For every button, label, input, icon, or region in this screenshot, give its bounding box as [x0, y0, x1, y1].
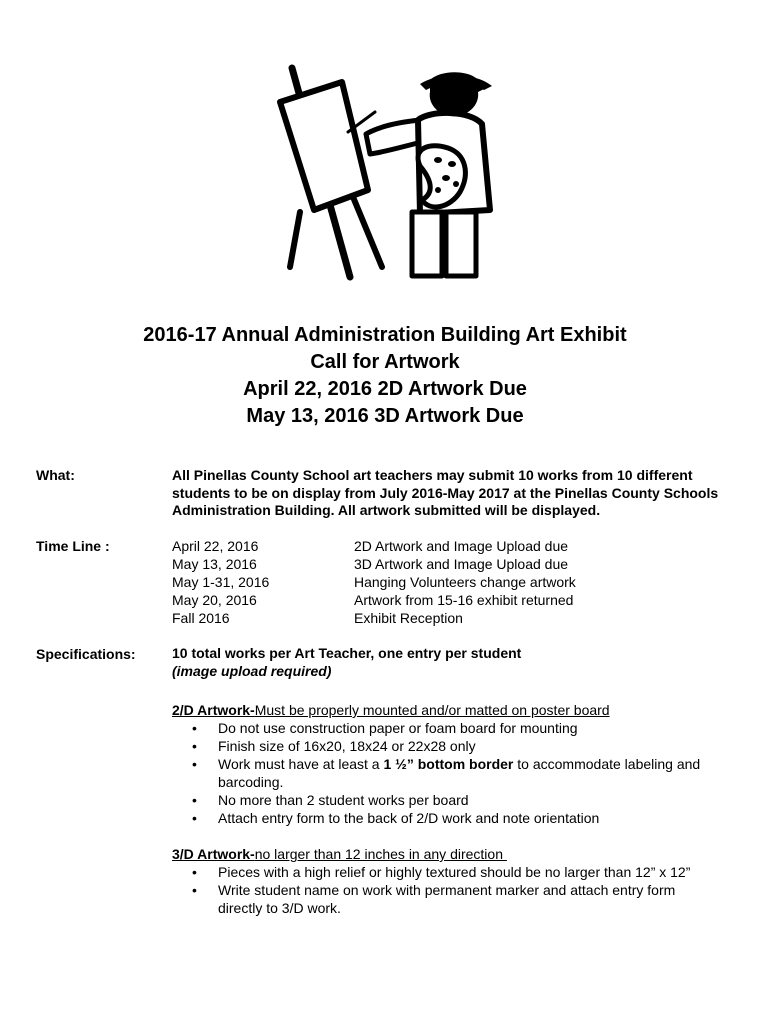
- title-block: [0, 322, 770, 430]
- timeline-event: Artwork from 15-16 exhibit returned: [354, 592, 574, 608]
- list-item: • Work must have at least a 1 ½” bottom border to accommodate labeling and barcoding.: [192, 756, 701, 790]
- artwork-2d-rules: [0, 719, 748, 827]
- artwork-3d-heading-label: 3/D Artwork-: [172, 846, 255, 862]
- list-item: • No more than 2 student works per board: [192, 792, 469, 808]
- list-item: • Do not use construction paper or foam board for mounting: [192, 720, 578, 736]
- timeline-date: May 13, 2016: [172, 556, 257, 572]
- timeline-date: April 22, 2016: [172, 538, 259, 554]
- bullet-icon: •: [192, 738, 197, 754]
- bullet-icon: •: [192, 864, 197, 880]
- artwork-2d-heading-text: Must be properly mounted and/or matted on poster board: [254, 702, 610, 718]
- timeline-event: 3D Artwork and Image Upload due: [354, 556, 569, 572]
- what-label: What:: [36, 467, 75, 483]
- timeline-label: Time Line :: [36, 538, 110, 554]
- artwork-3d-section: [172, 845, 748, 917]
- timeline-event: 2D Artwork and Image Upload due: [354, 538, 569, 554]
- painter-easel-illustration: [270, 62, 500, 284]
- list-item: • Finish size of 16x20, 18x24 or 22x28 only: [192, 738, 476, 754]
- exhibit-title: 2016-17 Annual Administration Building Art Exhibit: [143, 324, 627, 346]
- artwork-3d-rules: [172, 863, 748, 917]
- timeline-row: [172, 591, 576, 609]
- specifications-summary: [172, 645, 521, 680]
- timeline-date: May 20, 2016: [172, 592, 257, 608]
- works-per-teacher: 10 total works per Art Teacher, one entry per student: [172, 645, 522, 661]
- timeline-date: Fall 2016: [172, 610, 230, 626]
- bullet-icon: •: [192, 720, 197, 736]
- specifications-label: Specifications:: [36, 646, 136, 662]
- artwork-2d-heading-label: 2/D Artwork-: [172, 702, 255, 718]
- list-item: • Attach entry form to the back of 2/D work and note orientation: [192, 810, 600, 826]
- artwork-2d-section: [172, 701, 748, 827]
- timeline-table: [172, 537, 576, 627]
- bullet-icon: •: [192, 756, 197, 772]
- bullet-icon: •: [192, 792, 197, 808]
- timeline-row: [172, 609, 576, 627]
- list-item: • Write student name on work with permanent marker and attach entry form directly to 3/D work.: [192, 882, 676, 916]
- timeline-event: Exhibit Reception: [354, 610, 463, 626]
- timeline-row: [172, 555, 576, 573]
- bottom-border-requirement: 1 ½” bottom border: [383, 756, 514, 772]
- timeline-row: [172, 537, 576, 555]
- list-item: • Pieces with a high relief or highly textured should be no larger than 12” x 12”: [192, 864, 691, 880]
- what-description: All Pinellas County School art teachers may submit 10 works from 10 different students to be on display from July 2016-May 2017 at the Pinellas County Schools Administration Building. All artwork submitted will be displayed.: [172, 467, 719, 518]
- artwork-3d-heading-text: no larger than 12 inches in any direction: [254, 846, 507, 862]
- due-date-3d: May 13, 2016 3D Artwork Due: [246, 405, 524, 427]
- timeline-date: May 1-31, 2016: [172, 574, 270, 590]
- image-upload-required: (image upload required): [172, 662, 332, 679]
- bullet-icon: •: [192, 882, 197, 898]
- artwork-3d-heading: [172, 845, 748, 863]
- timeline-event: Hanging Volunteers change artwork: [354, 574, 576, 590]
- bullet-icon: •: [192, 810, 197, 826]
- artwork-2d-heading: [172, 701, 748, 719]
- due-date-2d: April 22, 2016 2D Artwork Due: [243, 378, 527, 400]
- timeline-row: [172, 573, 576, 591]
- call-for-artwork-title: Call for Artwork: [310, 351, 460, 373]
